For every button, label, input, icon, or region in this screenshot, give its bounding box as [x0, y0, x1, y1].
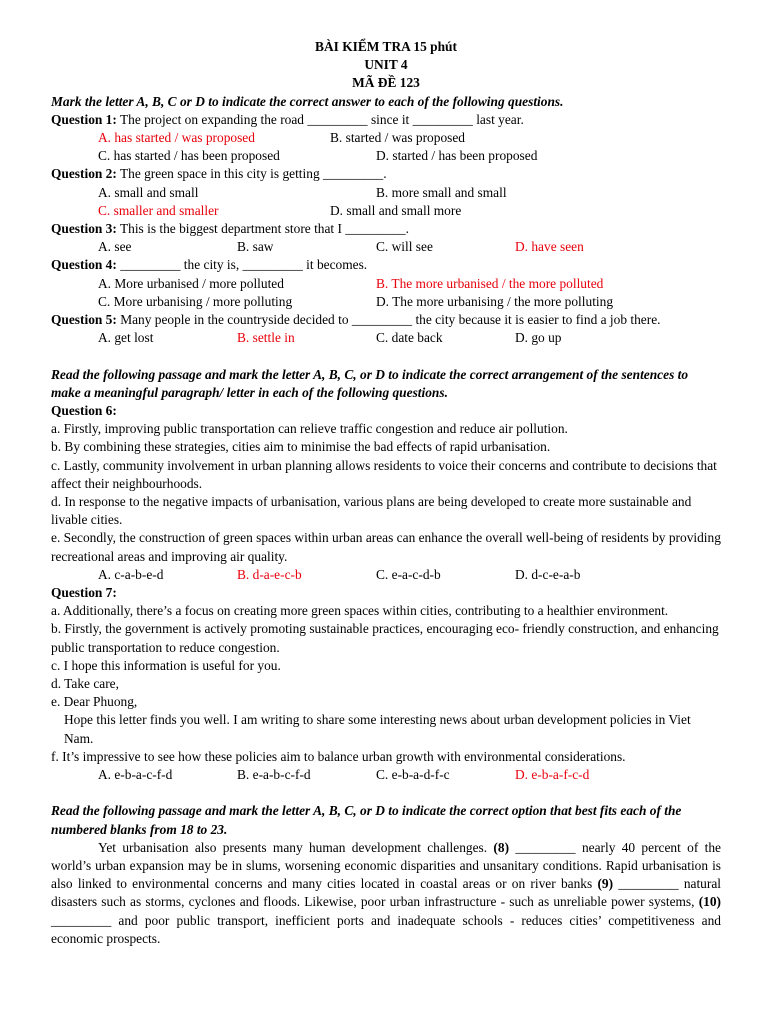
blank-10-label: (10) [698, 894, 721, 910]
question-2-text: The green space in this city is getting _________. [116, 166, 387, 182]
spacer [51, 347, 721, 365]
question-7-label: Question 7: [51, 584, 117, 600]
question-5-options [51, 329, 721, 347]
option-b[interactable]: B. saw [237, 239, 274, 255]
option-b[interactable]: B. settle in [237, 330, 295, 346]
passage-text: _________ natural disasters such as storms, cyclones and floods. Likewise, poor urban infrastructure - such as unreliable power systems, [51, 876, 722, 910]
sentence-d: d. Take care, [51, 675, 119, 691]
question-5-text: Many people in the countryside decided to _________ the city because it is easier to find a job there. [116, 311, 661, 327]
section3-instruction: Read the following passage and mark the letter A, B, C, or D to indicate the correct option that best fits each of the numbered blanks from 18 to 23. [51, 803, 682, 837]
option-b[interactable]: B. started / was proposed [330, 130, 465, 146]
section1-instruction: Mark the letter A, B, C or D to indicate the correct answer to each of the following questions. [51, 93, 564, 109]
sentence-c: c. I hope this information is useful for you. [51, 657, 281, 673]
question-3-label: Question 3: [51, 220, 117, 236]
question-4 [51, 256, 721, 274]
option-b[interactable]: B. more small and small [376, 184, 507, 200]
passage-text: _________ and poor public transport, inefficient ports and inadequate schools - reduces cities’ competitiveness and economic prospects. [51, 912, 721, 946]
sentence-b: b. Firstly, the government is actively promoting sustainable practices, encouraging eco- friendly construction, and enhancing public transportation to reduce congestion. [51, 621, 719, 655]
question-7-options [51, 766, 721, 784]
cloze-passage [51, 839, 721, 948]
option-b[interactable]: B. e-a-b-c-f-d [237, 766, 311, 782]
question-1 [51, 111, 721, 129]
test-page [51, 38, 721, 948]
question-6-options [51, 566, 721, 584]
sentence-e: e. Secondly, the construction of green spaces within urban areas can enhance the overall well-being of residents by providing recreational areas and improving air quality. [51, 530, 721, 564]
option-c[interactable]: C. e-b-a-d-f-c [376, 766, 450, 782]
blank-9-label: (9) [597, 876, 614, 892]
sentence-e: e. Dear Phuong, [51, 694, 138, 710]
sentence-c: c. Lastly, community involvement in urban planning allows residents to voice their concerns and contribute to decisions that affect their neighbourhoods. [51, 457, 717, 491]
blank-8-label: (8) [493, 839, 510, 855]
option-d[interactable]: D. e-b-a-f-c-d [515, 766, 590, 782]
option-a[interactable]: A. c-a-b-e-d [98, 566, 164, 582]
question-4-options-row2 [51, 293, 721, 311]
question-4-text: _________ the city is, _________ it becomes. [116, 257, 368, 273]
section2-instruction: Read the following passage and mark the letter A, B, C, or D to indicate the correct arrangement of the sentences to make a meaningful paragraph/ letter in each of the following questions. [51, 366, 689, 400]
passage-text: Yet urbanisation also presents many human development challenges. [98, 839, 494, 855]
option-c[interactable]: C. will see [376, 239, 433, 255]
sentence-a: a. Firstly, improving public transportation can relieve traffic congestion and reduce air pollution. [51, 421, 568, 437]
option-a[interactable]: A. get lost [98, 330, 154, 346]
letter-body: Hope this letter finds you well. I am writing to share some interesting news about urban development policies in Viet Nam. [64, 712, 691, 746]
option-b[interactable]: B. The more urbanised / the more polluted [376, 275, 604, 291]
exam-code: MÃ ĐỀ 123 [352, 75, 420, 91]
passage-text: _________ nearly 40 percent of the world’s urban expansion may be in slums, worsening economic disparities and unsanitary conditions. Rapid urbanisation is also linked to environmental concerns and many cities located in coastal areas or on river banks [51, 839, 721, 892]
option-d[interactable]: D. d-c-e-a-b [515, 566, 581, 582]
option-d[interactable]: D. The more urbanising / the more polluting [376, 293, 614, 309]
option-a[interactable]: A. has started / was proposed [98, 130, 255, 146]
question-1-label: Question 1: [51, 111, 117, 127]
sentence-b: b. By combining these strategies, cities aim to minimise the bad effects of rapid urbanisation. [51, 439, 551, 455]
unit-label: UNIT 4 [364, 57, 408, 73]
question-3 [51, 220, 721, 238]
question-2-options [51, 184, 721, 202]
question-5 [51, 311, 721, 329]
sentence-d: d. In response to the negative impacts of urbanisation, various plans are being developed to create more sustainable and livable cities. [51, 493, 692, 528]
option-d[interactable]: D. have seen [515, 239, 584, 255]
option-d[interactable]: D. small and small more [330, 202, 462, 218]
question-3-options [51, 238, 721, 256]
question-2-options-row2 [51, 202, 721, 220]
sentence-f: f. It’s impressive to see how these policies aim to balance urban growth with environmental considerations. [51, 748, 626, 764]
spacer [51, 784, 721, 802]
test-title: BÀI KIỂM TRA 15 phút [315, 39, 457, 54]
option-a[interactable]: A. see [98, 239, 132, 255]
question-3-text: This is the biggest department store that I _________. [116, 220, 409, 236]
option-c[interactable]: C. smaller and smaller [98, 202, 219, 218]
question-2 [51, 165, 721, 183]
option-d[interactable]: D. started / has been proposed [376, 148, 538, 164]
question-4-label: Question 4: [51, 257, 117, 273]
question-4-options [51, 275, 721, 293]
question-1-options [51, 129, 721, 147]
question-1-options-row2 [51, 147, 721, 165]
option-c[interactable]: C. e-a-c-d-b [376, 566, 441, 582]
option-b[interactable]: B. d-a-e-c-b [237, 566, 302, 582]
question-6-label: Question 6: [51, 402, 117, 418]
question-1-text: The project on expanding the road _________ since it _________ last year. [116, 111, 524, 127]
option-d[interactable]: D. go up [515, 330, 562, 346]
sentence-a: a. Additionally, there’s a focus on creating more green spaces within cities, contributing to a healthier environment. [51, 603, 669, 619]
option-a[interactable]: A. More urbanised / more polluted [98, 275, 284, 291]
question-5-label: Question 5: [51, 311, 117, 327]
option-c[interactable]: C. More urbanising / more polluting [98, 293, 293, 309]
option-a[interactable]: A. small and small [98, 184, 199, 200]
option-a[interactable]: A. e-b-a-c-f-d [98, 766, 173, 782]
option-c[interactable]: C. date back [376, 330, 443, 346]
question-2-label: Question 2: [51, 166, 117, 182]
option-c[interactable]: C. has started / has been proposed [98, 148, 280, 164]
